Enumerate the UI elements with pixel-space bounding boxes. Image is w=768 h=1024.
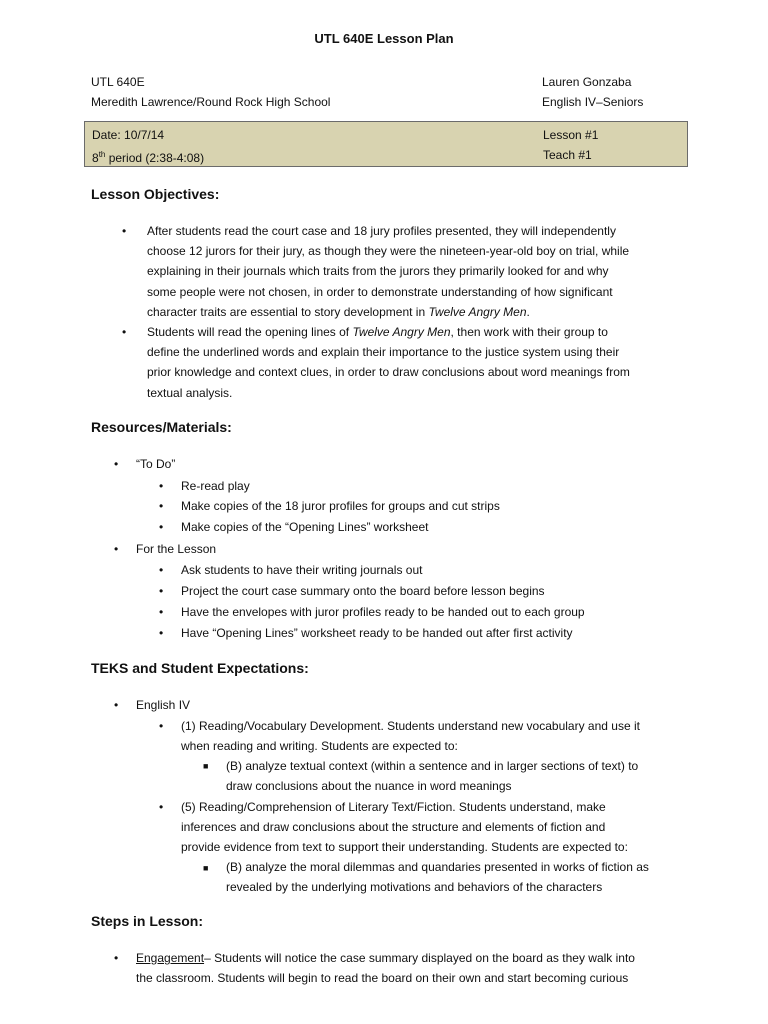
lesson-number: Lesson #1 [543,128,599,142]
lesson-item: Ask students to have their writing journals out [181,563,423,577]
bullet: • [159,605,164,619]
teks-standard-5b: (B) analyze the moral dilemmas and quandaries presented in works of fiction as revealed by the underlying motivations and behaviors of the characters [226,860,649,895]
bullet: • [114,542,119,556]
bullet: • [122,325,127,339]
class-name: English IV–Seniors [542,95,644,109]
todo-label: “To Do” [136,457,176,471]
engagement-step: Engagement– Students will notice the case summary displayed on the board as they walk into the classroom. Students will begin to read the board on their own and start becoming curious [136,951,635,986]
bullet: • [114,457,119,471]
objective-1: After students read the court case and 18 jury profiles presented, they will independently choose 12 jurors for their jury, as though they were the nineteen-year-old boy on trial, while explaining in their journals which traits from the jurors they primarily looked for and why some people were not chosen, in order to demonstrate understanding of how significant character traits are essential to story development in Twelve Angry Men. [147,224,630,319]
bullet: • [114,698,119,712]
teach-number: Teach #1 [543,148,592,162]
bullet: • [159,584,164,598]
bullet: • [159,520,164,534]
lesson-period: 8th period (2:38-4:08) [92,150,205,165]
document-title: UTL 640E Lesson Plan [314,31,454,46]
teks-standard-5: (5) Reading/Comprehension of Literary Text/Fiction. Students understand, make inferences and draw conclusions about the structure and elements of fiction and provide evidence from text to support their understanding. Students are expected to: [181,800,628,855]
teks-standard-1b: (B) analyze textual context (within a sentence and in larger sections of text) to draw conclusions about the nuance in word meanings [226,759,639,794]
engagement-label: Engagement [136,951,205,965]
header-left [91,72,330,112]
mentor-school: Meredith Lawrence/Round Rock High School [91,95,331,109]
todo-item: Make copies of the “Opening Lines” worksheet [181,520,429,534]
bullet: • [159,499,164,513]
bullet: • [159,626,164,640]
teks-subject: English IV [136,698,191,712]
square-bullet: ■ [203,761,209,771]
teks-heading: TEKS and Student Expectations: [91,660,309,676]
bullet: • [114,951,119,965]
bullet: • [159,719,164,733]
objectives-heading: Lesson Objectives: [91,186,220,202]
resources-heading: Resources/Materials: [91,419,232,435]
todo-item: Re-read play [181,479,250,493]
bullet: • [122,224,127,238]
lesson-label: For the Lesson [136,542,217,556]
lesson-date: Date: 10/7/14 [92,128,165,142]
steps-heading: Steps in Lesson: [91,913,204,929]
square-bullet: ■ [203,863,209,873]
objective-2: Students will read the opening lines of Twelve Angry Men, then work with their group to define the underlined words and explain their importance to the justice system using their prior knowledge and context clues, in order to draw conclusions about word meanings from textual analysis. [147,325,630,400]
bullet: • [159,563,164,577]
bullet: • [159,479,164,493]
header-right [542,72,643,112]
lesson-info-box [84,121,688,167]
teks-standard-1: (1) Reading/Vocabulary Development. Students understand new vocabulary and use it when reading and writing. Students are expected to: [181,719,640,754]
lesson-item: Have the envelopes with juror profiles ready to be handed out to each group [181,605,585,619]
todo-item: Make copies of the 18 juror profiles for groups and cut strips [181,499,500,513]
lesson-item: Project the court case summary onto the board before lesson begins [181,584,545,598]
lesson-item: Have “Opening Lines” worksheet ready to be handed out after first activity [181,626,573,640]
author-name: Lauren Gonzaba [542,75,632,89]
course-code: UTL 640E [91,75,145,89]
bullet: • [159,800,164,814]
